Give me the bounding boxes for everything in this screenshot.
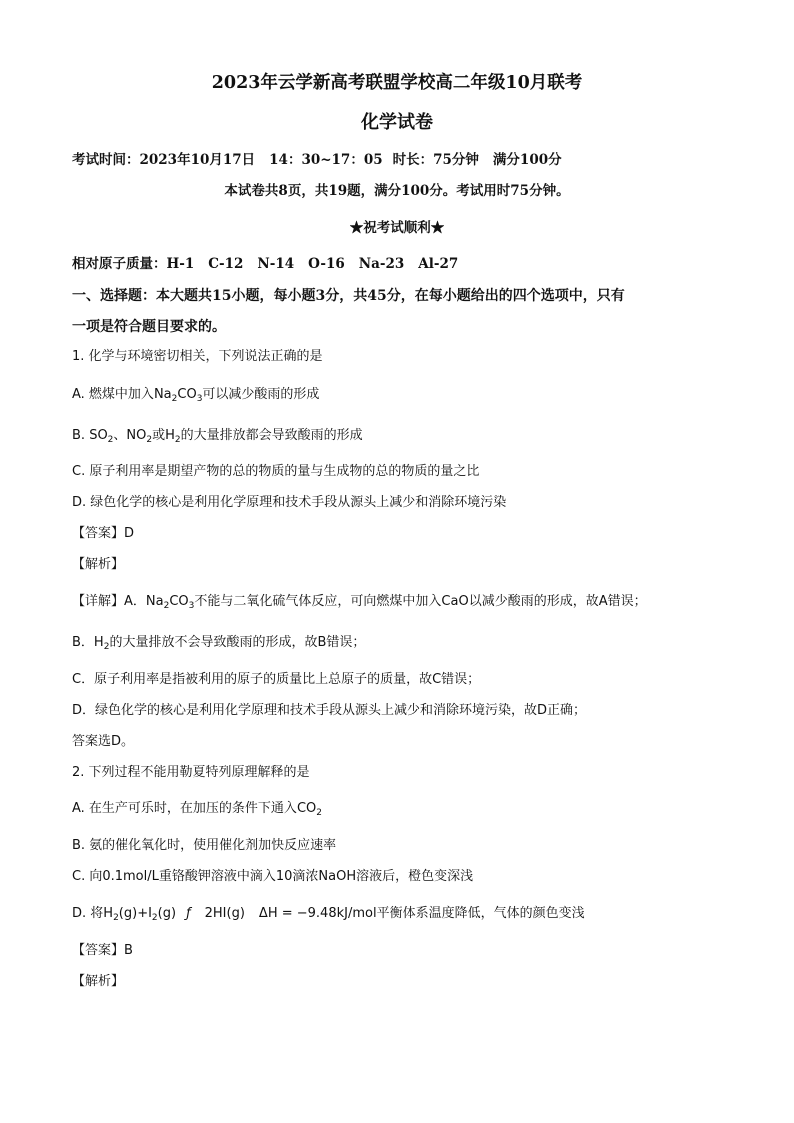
q1-detail-d: D．绿色化学的核心是利用化学原理和技术手段从源头上减少和消除环境污染，故D正确； (72, 703, 587, 718)
q2-option-d: D. 将$H_2(g)+I_2(g)$ ƒ 2HI(g) ΔH = −9.48kJ/mol平衡体系温度降低，气体的颜色变浅 (72, 906, 585, 923)
q2-option-a: A. 在生产可乐时，在加压的条件下通入$CO_2$ (72, 801, 322, 818)
q1-detail-b: B．$H_2$的大量排放不会导致酸雨的形成，故B错误； (72, 635, 366, 652)
q1-stem: 1. 化学与环境密切相关，下列说法正确的是 (72, 349, 323, 364)
q1-option-b: B. $SO_2$、$NO_2$或$H_2$的大量排放都会导致酸雨的形成 (72, 428, 363, 445)
q1-option-a: A. 燃煤中加入$Na_2CO_3$可以减少酸雨的形成 (72, 387, 320, 404)
atomic-masses-label: 相对原子质量： (72, 256, 167, 272)
section-heading-cont: 一项是符合题目要求的。 (72, 319, 226, 335)
answer-tag: 【答案】 (72, 526, 125, 541)
exam-full-score: 满分100分 (492, 152, 562, 168)
q2-stem: 2. 下列过程不能用勒夏特列原理解释的是 (72, 765, 310, 780)
q1-analysis-tag: 【解析】 (72, 557, 125, 572)
q1-detail-a: 【详解】A．$Na_2CO_3$不能与二氧化硫气体反应，可向燃煤中加入CaO以减少酸雨的形成，故A错误； (72, 594, 647, 611)
exam-blessing: ★祝考试顺利★ (349, 220, 445, 236)
q2-analysis-tag: 【解析】 (72, 974, 125, 989)
atomic-masses-line (72, 255, 458, 273)
answer-value: D (124, 526, 135, 541)
exam-info-line (72, 151, 562, 169)
answer-tag: 【答案】 (72, 943, 125, 958)
q1-answer (72, 525, 134, 543)
q1-option-d: D. 绿色化学的核心是利用化学原理和技术手段从源头上减少和消除环境污染 (72, 495, 507, 510)
exam-time-label: 考试时间： (72, 152, 140, 168)
exam-summary: 本试卷共8页，共19题，满分100分。考试用时75分钟。 (224, 183, 570, 199)
q1-option-c: C. 原子利用率是期望产物的总的物质的量与生成物的总的物质的量之比 (72, 464, 480, 479)
atomic-mass-item: O-16 (308, 256, 345, 272)
atomic-mass-item: Al-27 (418, 256, 459, 272)
exam-date: 2023年10月17日 (139, 152, 256, 168)
atomic-mass-item: Na-23 (358, 256, 405, 272)
q1-detail-c: C．原子利用率是指被利用的原子的质量比上总原子的质量，故C错误； (72, 672, 481, 687)
atomic-mass-item: H-1 (166, 256, 195, 272)
subject-title: 化学试卷 (361, 112, 433, 133)
q1-conclusion: 答案选D。 (72, 734, 135, 749)
q2-option-b: B. 氨的催化氧化时，使用催化剂加快反应速率 (72, 838, 337, 853)
section-heading: 一、选择题：本大题共15小题，每小题3分，共45分，在每小题给出的四个选项中，只有 (72, 288, 625, 304)
equilibrium-symbol: ƒ (186, 906, 191, 921)
exam-clock: 14：30~17：05 (269, 152, 383, 168)
atomic-mass-item: C-12 (208, 256, 244, 272)
exam-duration: 时长：75分钟 (392, 152, 479, 168)
answer-value: B (124, 943, 133, 958)
exam-title: 2023年云学新高考联盟学校高二年级10月联考 (211, 73, 583, 93)
atomic-mass-item: N-14 (257, 256, 295, 272)
q2-answer (72, 942, 133, 960)
q2-option-c: C. 向0.1mol/L重铬酸钾溶液中滴入10滴浓NaOH溶液后，橙色变深浅 (72, 869, 474, 884)
detail-tag: 【详解】 (72, 594, 125, 609)
